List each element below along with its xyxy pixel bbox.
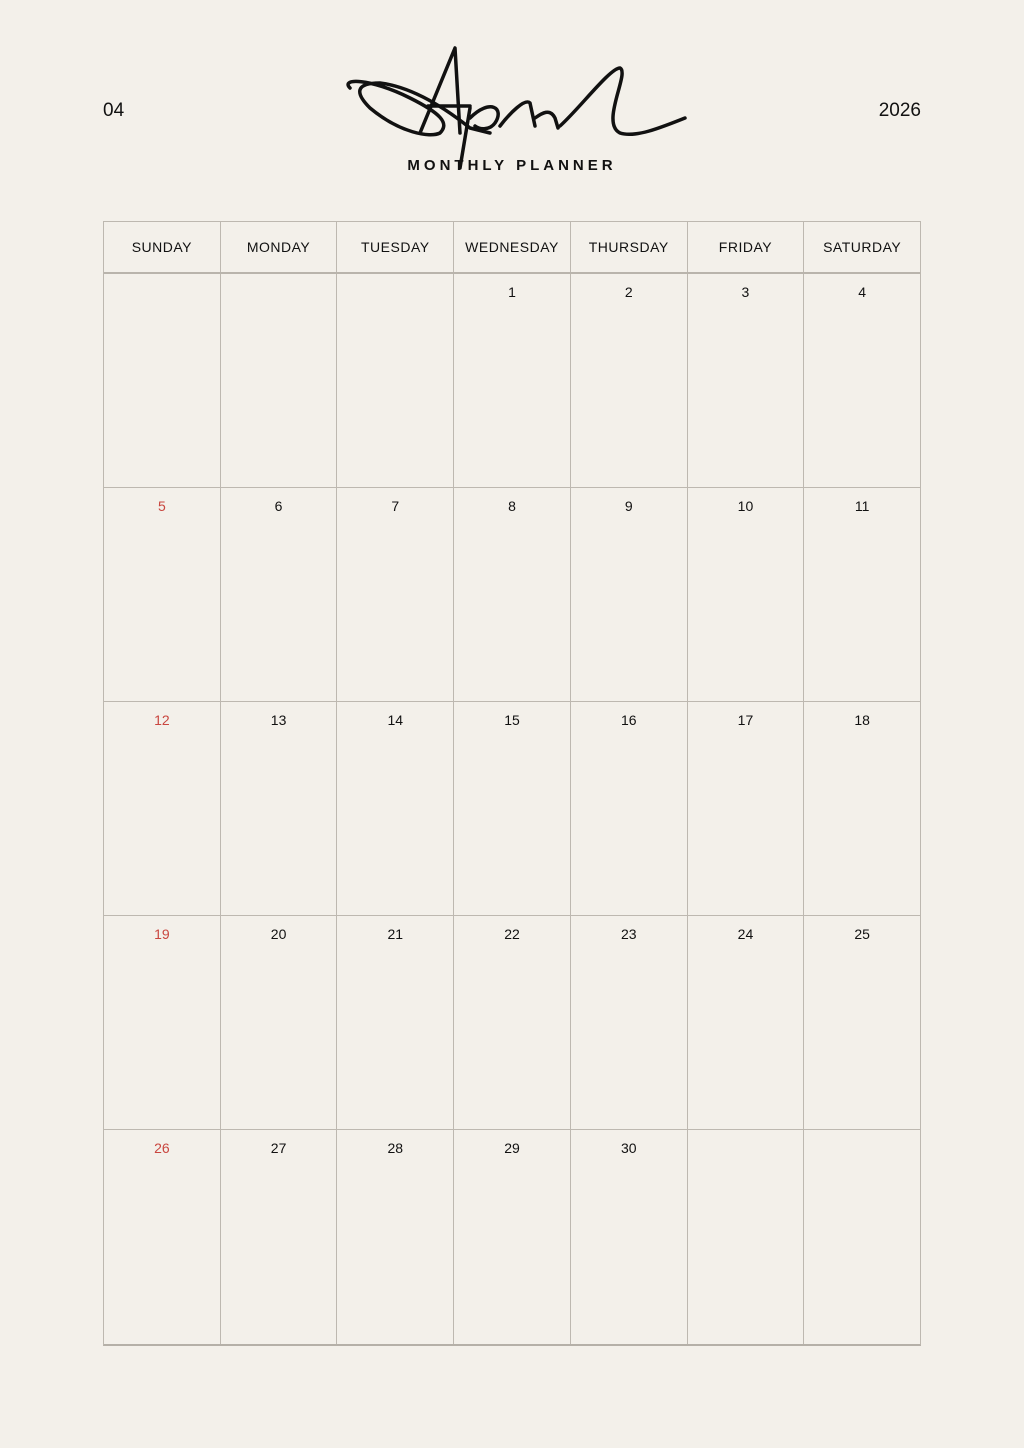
week-row [104,488,920,702]
weekday-monday: MONDAY [221,222,338,272]
day-cell[interactable]: 3 [688,274,805,487]
week-row [104,702,920,916]
day-cell[interactable]: 10 [688,488,805,701]
day-cell[interactable]: 16 [571,702,688,915]
day-cell[interactable]: 9 [571,488,688,701]
day-cell[interactable]: 12 [104,702,221,915]
day-cell[interactable]: 21 [337,916,454,1129]
weekday-header-row [104,222,920,274]
month-number: 04 [103,100,125,121]
day-cell[interactable]: 15 [454,702,571,915]
weekday-sunday: SUNDAY [104,222,221,272]
weekday-thursday: THURSDAY [571,222,688,272]
calendar-grid [103,221,921,1346]
day-cell[interactable]: 18 [854,712,870,728]
day-cell[interactable]: 26 [104,1130,221,1344]
week-row [104,274,920,488]
weekday-saturday: SATURDAY [823,239,902,255]
day-cell[interactable]: 13 [221,702,338,915]
day-cell[interactable] [104,274,221,487]
day-cell[interactable]: 28 [337,1130,454,1344]
weekday-friday: FRIDAY [688,222,805,272]
day-cell[interactable]: 29 [454,1130,571,1344]
day-cell[interactable]: 19 [104,916,221,1129]
day-cell[interactable]: 1 [454,274,571,487]
day-cell[interactable]: 6 [221,488,338,701]
day-cell[interactable] [804,1130,920,1344]
day-cell[interactable]: 5 [104,488,221,701]
day-cell[interactable]: 8 [454,488,571,701]
day-cell[interactable]: 30 [571,1130,688,1344]
day-cell[interactable] [688,1130,805,1344]
day-cell[interactable]: 17 [688,702,805,915]
week-row [104,1130,920,1344]
weekday-tuesday: TUESDAY [337,222,454,272]
day-cell[interactable]: 20 [221,916,338,1129]
day-cell[interactable]: 23 [571,916,688,1129]
day-cell[interactable]: 2 [571,274,688,487]
day-cell[interactable] [221,274,338,487]
day-cell[interactable]: 11 [854,498,870,514]
day-cell[interactable] [337,274,454,487]
day-cell[interactable]: 14 [337,702,454,915]
subtitle: MONTHLY PLANNER [407,157,617,174]
day-cell[interactable]: 22 [454,916,571,1129]
day-cell[interactable]: 4 [858,284,867,300]
weekday-wednesday: WEDNESDAY [454,222,571,272]
week-row [104,916,920,1130]
day-cell[interactable]: 24 [688,916,805,1129]
day-cell[interactable]: 7 [337,488,454,701]
day-cell[interactable]: 25 [854,926,870,942]
year: 2026 [878,100,921,121]
day-cell[interactable]: 27 [221,1130,338,1344]
